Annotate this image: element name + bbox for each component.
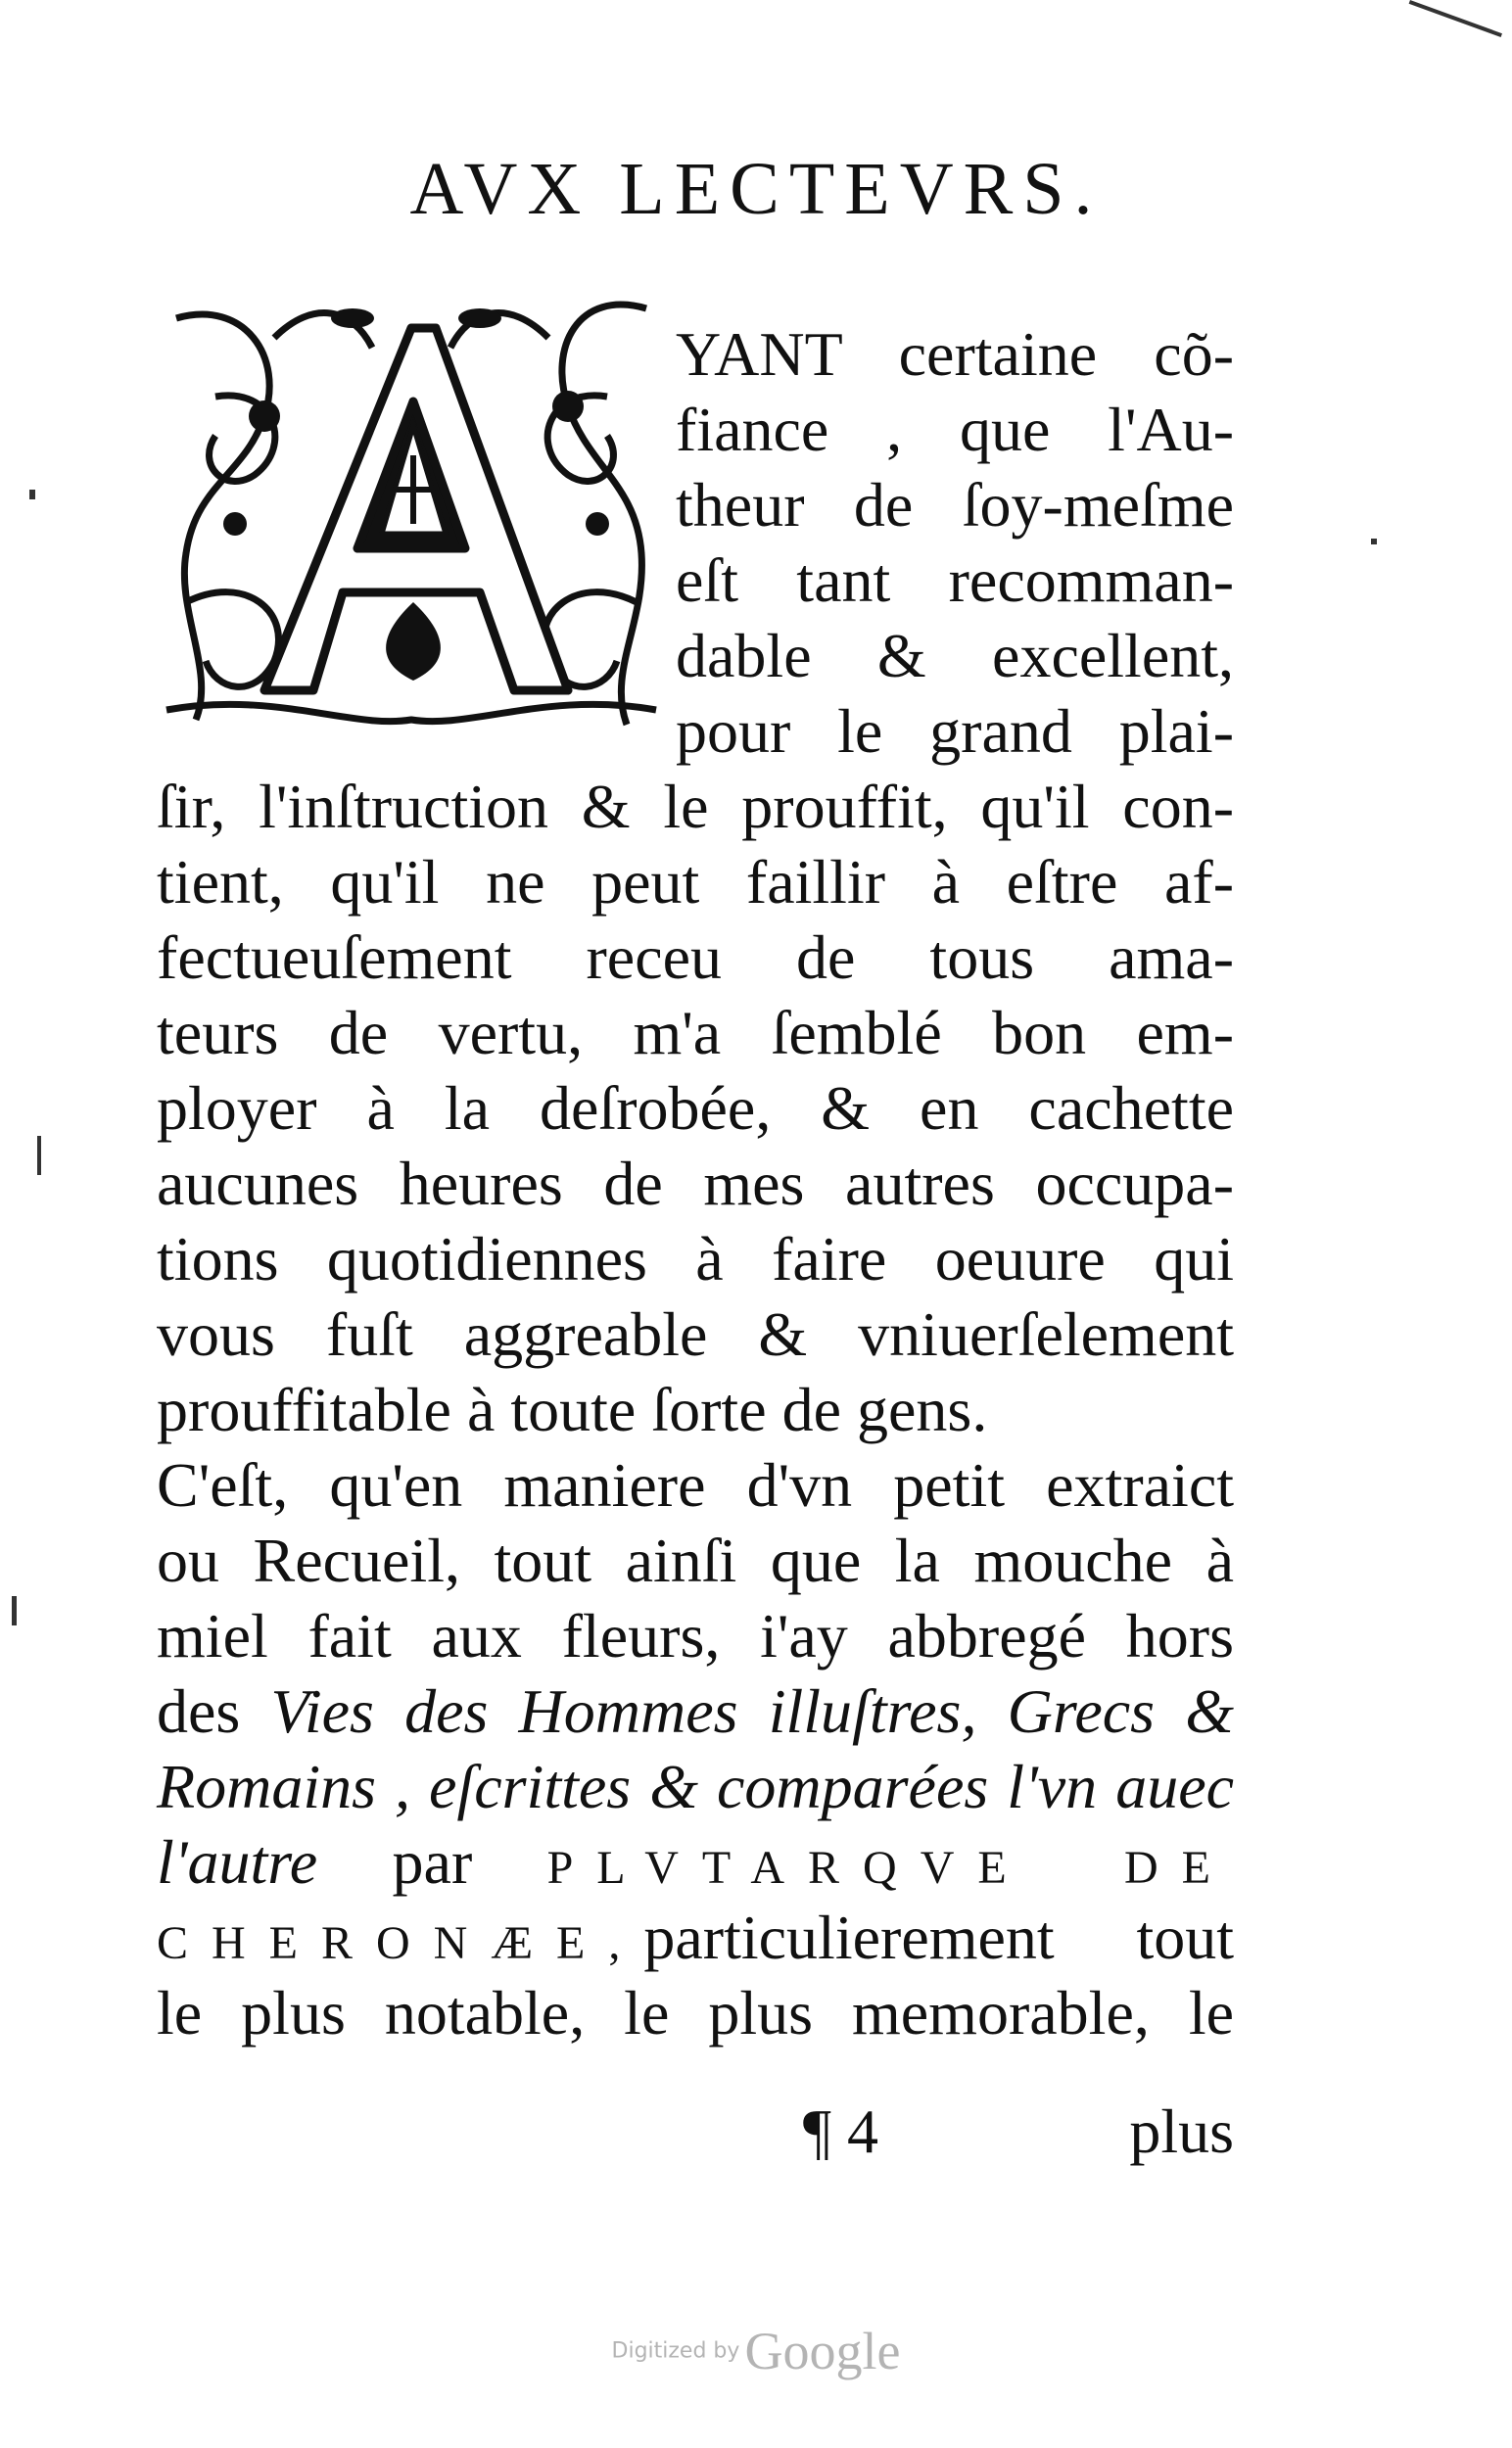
text-line-italic: Romains , eſcrittes & comparées l'vn auec <box>157 1752 1234 1821</box>
text-line: teurs de vertu, m'a ſemblé bon em- <box>157 998 1234 1067</box>
text-line: pour le grand plai- <box>676 696 1234 766</box>
text-line: ſir, l'inſtruction & le prouffit, qu'il con- <box>157 772 1234 841</box>
text-line-mixed <box>157 1903 1234 1975</box>
text-rest: particulierement tout <box>643 1903 1234 1972</box>
text-line: vous fuſt aggreable & vniuerſelement <box>157 1299 1234 1369</box>
text-line: dable & excellent, <box>676 621 1234 690</box>
text-line: YANT certaine cõ- <box>676 319 1234 389</box>
text-line: aucunes heures de mes autres occupa- <box>157 1149 1234 1218</box>
signature-mark: ¶ 4 <box>803 2096 878 2166</box>
text-line: C'eſt, qu'en maniere d'vn petit extraict <box>157 1450 1234 1520</box>
text-des: des <box>157 1676 241 1746</box>
text-line: miel fait aux fleurs, i'ay abbregé hors <box>157 1601 1234 1671</box>
watermark-logo-text: Google <box>744 2322 901 2380</box>
text-line: tient, qu'il ne peut faillir à eſtre af- <box>157 847 1234 917</box>
speck-mark <box>29 490 35 499</box>
text-line: le plus notable, le plus memorable, le <box>157 1978 1234 2048</box>
page-heading: AVX LECTEVRS. <box>409 148 1103 230</box>
text-line: fiance , que l'Au- <box>676 395 1234 464</box>
text-line: theur de ſoy-meſme <box>676 470 1234 540</box>
text-par: par <box>392 1827 473 1897</box>
speck-mark <box>12 1596 17 1625</box>
watermark-small-text: Digitized by <box>611 2338 740 2364</box>
text-line-mixed <box>157 1676 1235 1746</box>
text-line: tions quotidiennes à faire oeuure qui <box>157 1224 1234 1294</box>
italic-grecs: , Grecs & <box>961 1676 1235 1746</box>
text-line: ou Recueil, tout ainſi que la mouche à <box>157 1526 1234 1595</box>
text-line: eſt tant recomman- <box>676 545 1234 615</box>
text-line-mixed <box>157 1827 1234 1900</box>
italic-lautre: l'autre <box>157 1827 318 1897</box>
decorated-initial <box>157 279 666 744</box>
text-line: fectueuſement receu de tous ama- <box>157 922 1234 992</box>
text-line: prouffitable à toute ſorte de gens. <box>157 1375 988 1444</box>
speck-mark <box>1371 539 1377 544</box>
digitized-watermark <box>0 2321 1512 2381</box>
text-line: ployer à la deſrobée, & en cachette <box>157 1073 1234 1143</box>
catchword: plus <box>1129 2096 1234 2166</box>
speck-mark <box>37 1136 41 1175</box>
author-place: CHERONÆE, <box>157 1917 644 1969</box>
edge-mark <box>1409 0 1502 37</box>
author-name: PLVTARQVE DE <box>546 1842 1234 1894</box>
italic-title: Vies des Hommes illuſtres <box>270 1676 962 1746</box>
floral-initial-icon <box>157 279 666 744</box>
